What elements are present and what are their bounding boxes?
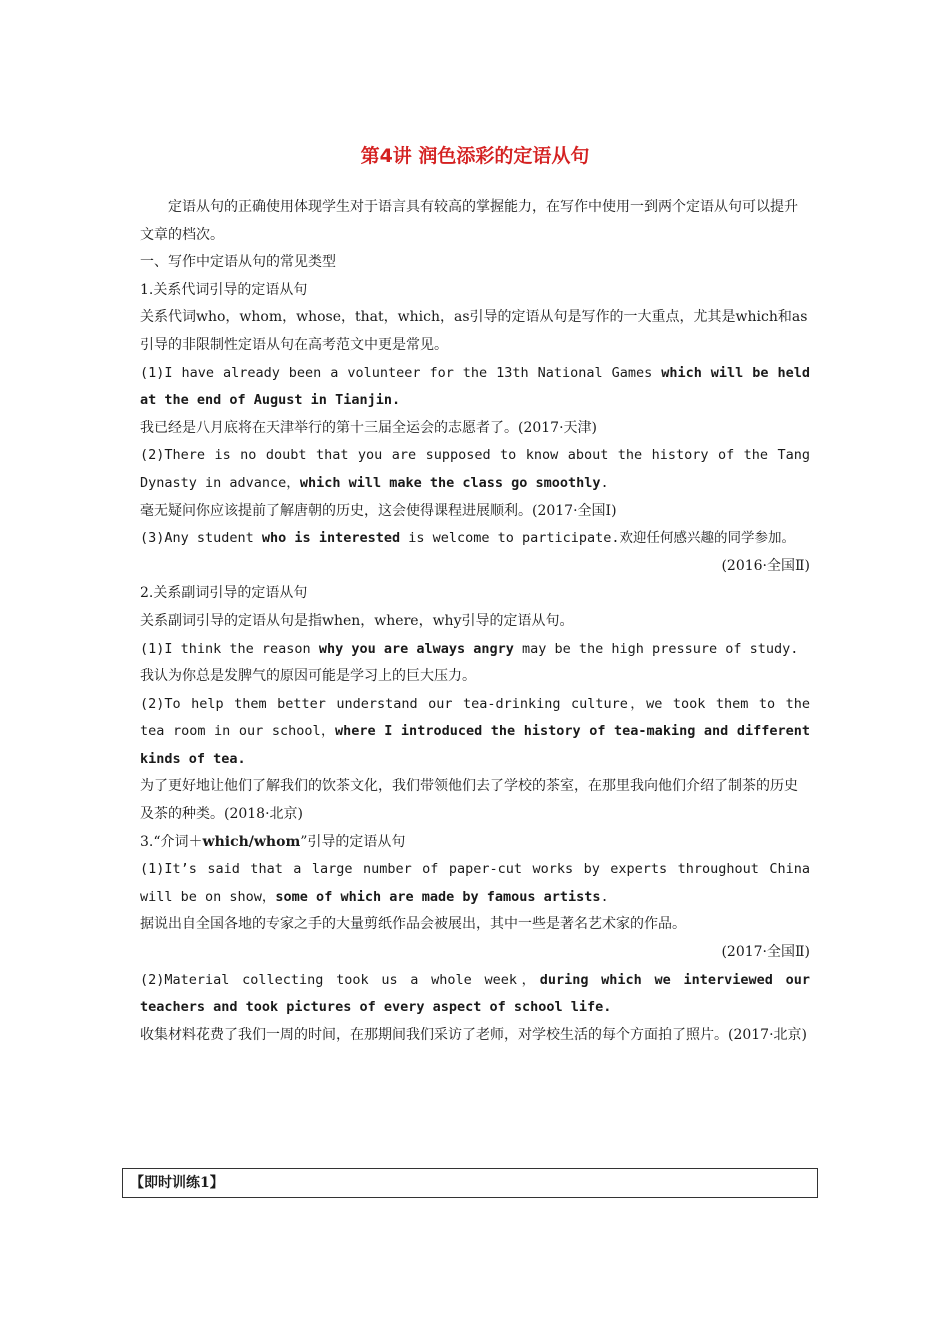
part2-description: 关系副词引导的定语从句是指when，where，why引导的定语从句。 <box>140 612 574 629</box>
highlighted-clause: which will be held at the end of August in Tianjin. <box>140 364 810 409</box>
highlighted-clause: where I introduced the history of tea-making and different kinds of tea. <box>140 723 811 767</box>
part2-example2-translation: 为了更好地让他们了解我们的饮茶文化，我们带领他们去了学校的茶室，在那里我向他们介绍了制茶的历史及茶的种类。(2018·北京) <box>140 778 798 823</box>
part2-example2: (2)To help them better understand our tea-drinking culture，we took them to the tea room in our school，where I introduced the history of tea-making and different kinds of tea. <box>140 695 811 767</box>
part3-example1: (1)It’s said that a large number of paper-cut works by experts throughout China will be on show，some of which are made by famous artists. <box>140 861 810 905</box>
intro-paragraph: 定语从句的正确使用体现学生对于语言具有较高的掌握能力，在写作中使用一到两个定语从句可以提升文章的档次。 <box>140 199 798 243</box>
highlighted-clause: who is interested <box>261 530 401 547</box>
part1-example3-source: (2016·全国Ⅱ) <box>721 557 810 574</box>
part2-heading: 2.关系副词引导的定语从句 <box>140 585 308 602</box>
part2-example1-translation: 我认为你总是发脾气的原因可能是学习上的巨大压力。 <box>140 668 476 685</box>
part3-example2-translation: 收集材料花费了我们一周的时间，在那期间我们采访了老师，对学校生活的每个方面拍了照片。(2017·北京) <box>140 1026 808 1043</box>
part1-example2: (2)There is no doubt that you are supposed to know about the history of the Tang Dynasty in advance，which will make the class go smoothly. <box>140 447 810 491</box>
practice-box <box>122 1168 818 1198</box>
document-body <box>140 194 810 1049</box>
highlighted-clause: which will make the class go smoothly <box>299 474 601 491</box>
practice-label: 【即时训练1】 <box>130 1175 224 1191</box>
part2-example1: (1)I think the reason why you are always angry may be the high pressure of study. <box>140 640 799 657</box>
page-title: 第4讲 润色添彩的定语从句 <box>360 145 590 167</box>
highlighted-clause: why you are always angry <box>318 640 514 657</box>
part3-example1-translation: 据说出自全国各地的专家之手的大量剪纸作品会被展出，其中一些是著名艺术家的作品。 <box>140 916 686 933</box>
part3-heading: 3.“介词＋which/whom”引导的定语从句 <box>140 833 406 850</box>
part1-heading: 1.关系代词引导的定语从句 <box>140 281 308 298</box>
part1-example2-translation: 毫无疑问你应该提前了解唐朝的历史，这会使得课程进展顺利。(2017·全国Ⅰ) <box>140 502 617 519</box>
highlighted-clause: during which we interviewed our teachers and took pictures of every aspect of school life. <box>140 971 810 1016</box>
part1-example1-translation: 我已经是八月底将在天津举行的第十三届全运会的志愿者了。(2017·天津) <box>140 419 598 436</box>
part1-example1: (1)I have already been a volunteer for the 13th National Games which will be held at the end of August in Tianjin. <box>140 364 810 409</box>
part3-example1-source: (2017·全国Ⅱ) <box>721 944 810 961</box>
part3-example2: (2)Material collecting took us a whole week，during which we interviewed our teachers and took pictures of every aspect of school life. <box>140 971 810 1016</box>
part1-example3: (3)Any student who is interested is welcome to participate.欢迎任何感兴趣的同学参加。 <box>140 530 796 547</box>
highlighted-clause: some of which are made by famous artists <box>275 888 601 905</box>
section-heading: 一、写作中定语从句的常见类型 <box>140 254 336 271</box>
part1-description: 关系代词who，whom，whose，that，which，as引导的定语从句是写作的一大重点，尤其是which和as引导的非限制性定语从句在高考范文中更是常见。 <box>140 309 808 353</box>
